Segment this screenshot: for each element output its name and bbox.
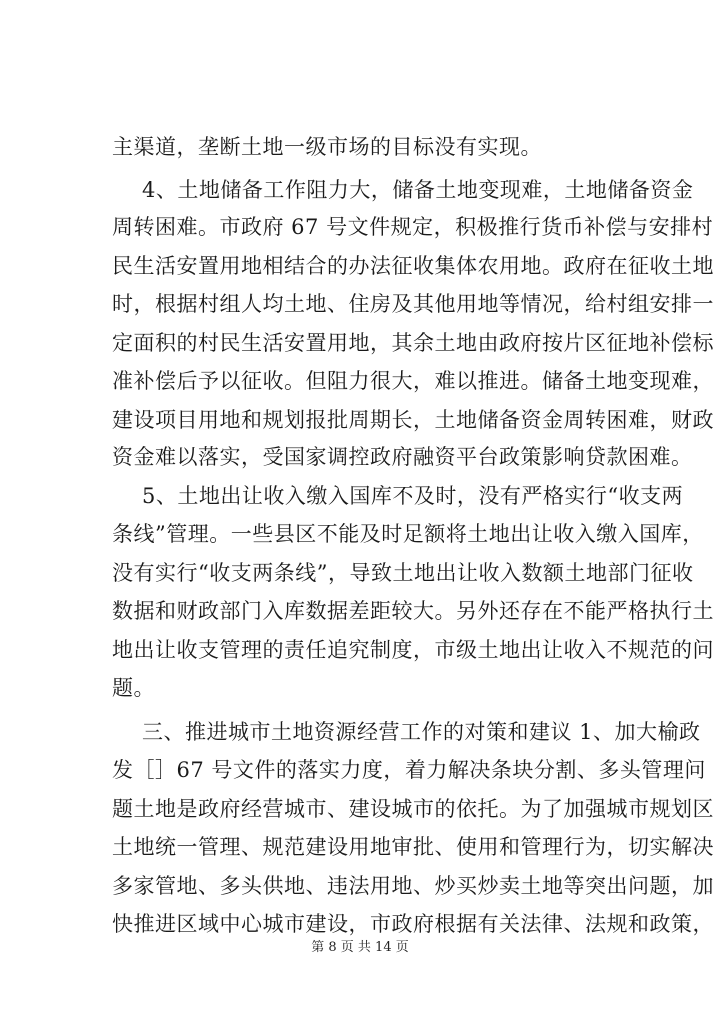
text-line: 定面积的村民生活安置用地，其余土地由政府按片区征地补偿标 [112, 331, 714, 355]
text-line: 资金难以落实，受国家调控政府融资平台政策影响贷款困难。 [112, 445, 693, 469]
text-line: 三、推进城市土地资源经营工作的对策和建议 1、加大榆政 [142, 720, 701, 744]
text-line: 快推进区域中心城市建设，市政府根据有关法律、法规和政策， [112, 912, 714, 936]
text-line: 多家管地、多头供地、违法用地、炒买炒卖土地等突出问题，加 [112, 874, 714, 898]
text-line: 没有实行“收支两条线”，导致土地出让收入数额土地部门征收 [112, 561, 694, 585]
text-line: 题。 [112, 676, 155, 700]
text-line: 4、土地储备工作阻力大，储备土地变现难，土地储备资金 [142, 178, 694, 202]
text-line: 民生活安置用地相结合的办法征收集体农用地。政府在征收土地 [112, 254, 714, 278]
text-line: 时，根据村组人均土地、住房及其他用地等情况，给村组安排一 [112, 292, 714, 316]
text-line: 周转困难。市政府 67 号文件规定，积极推行货币补偿与安排村 [112, 215, 714, 239]
text-line: 建设项目用地和规划报批周期长，土地储备资金周转困难，财政 [112, 408, 714, 432]
text-line: 题土地是政府经营城市、建设城市的依托。为了加强城市规划区 [112, 797, 714, 821]
text-line: 发［］67 号文件的落实力度，着力解决条块分割、多头管理问 [112, 758, 706, 782]
text-line: 数据和财政部门入库数据差距较大。另外还存在不能严格执行土 [112, 599, 714, 623]
page-number-footer: 第 8 页 共 14 页 [311, 940, 409, 955]
text-line: 土地统一管理、规范建设用地审批、使用和管理行为，切实解决 [112, 835, 714, 859]
text-line: 准补偿后予以征收。但阻力很大，难以推进。储备土地变现难， [112, 369, 714, 393]
text-line: 条线”管理。一些县区不能及时足额将土地出让收入缴入国库， [112, 522, 704, 546]
text-line: 主渠道，垄断土地一级市场的目标没有实现。 [112, 135, 542, 159]
text-line: 地出让收支管理的责任追究制度，市级土地出让收入不规范的问 [112, 638, 714, 662]
text-line: 5、土地出让收入缴入国库不及时，没有严格实行“收支两 [142, 484, 684, 508]
